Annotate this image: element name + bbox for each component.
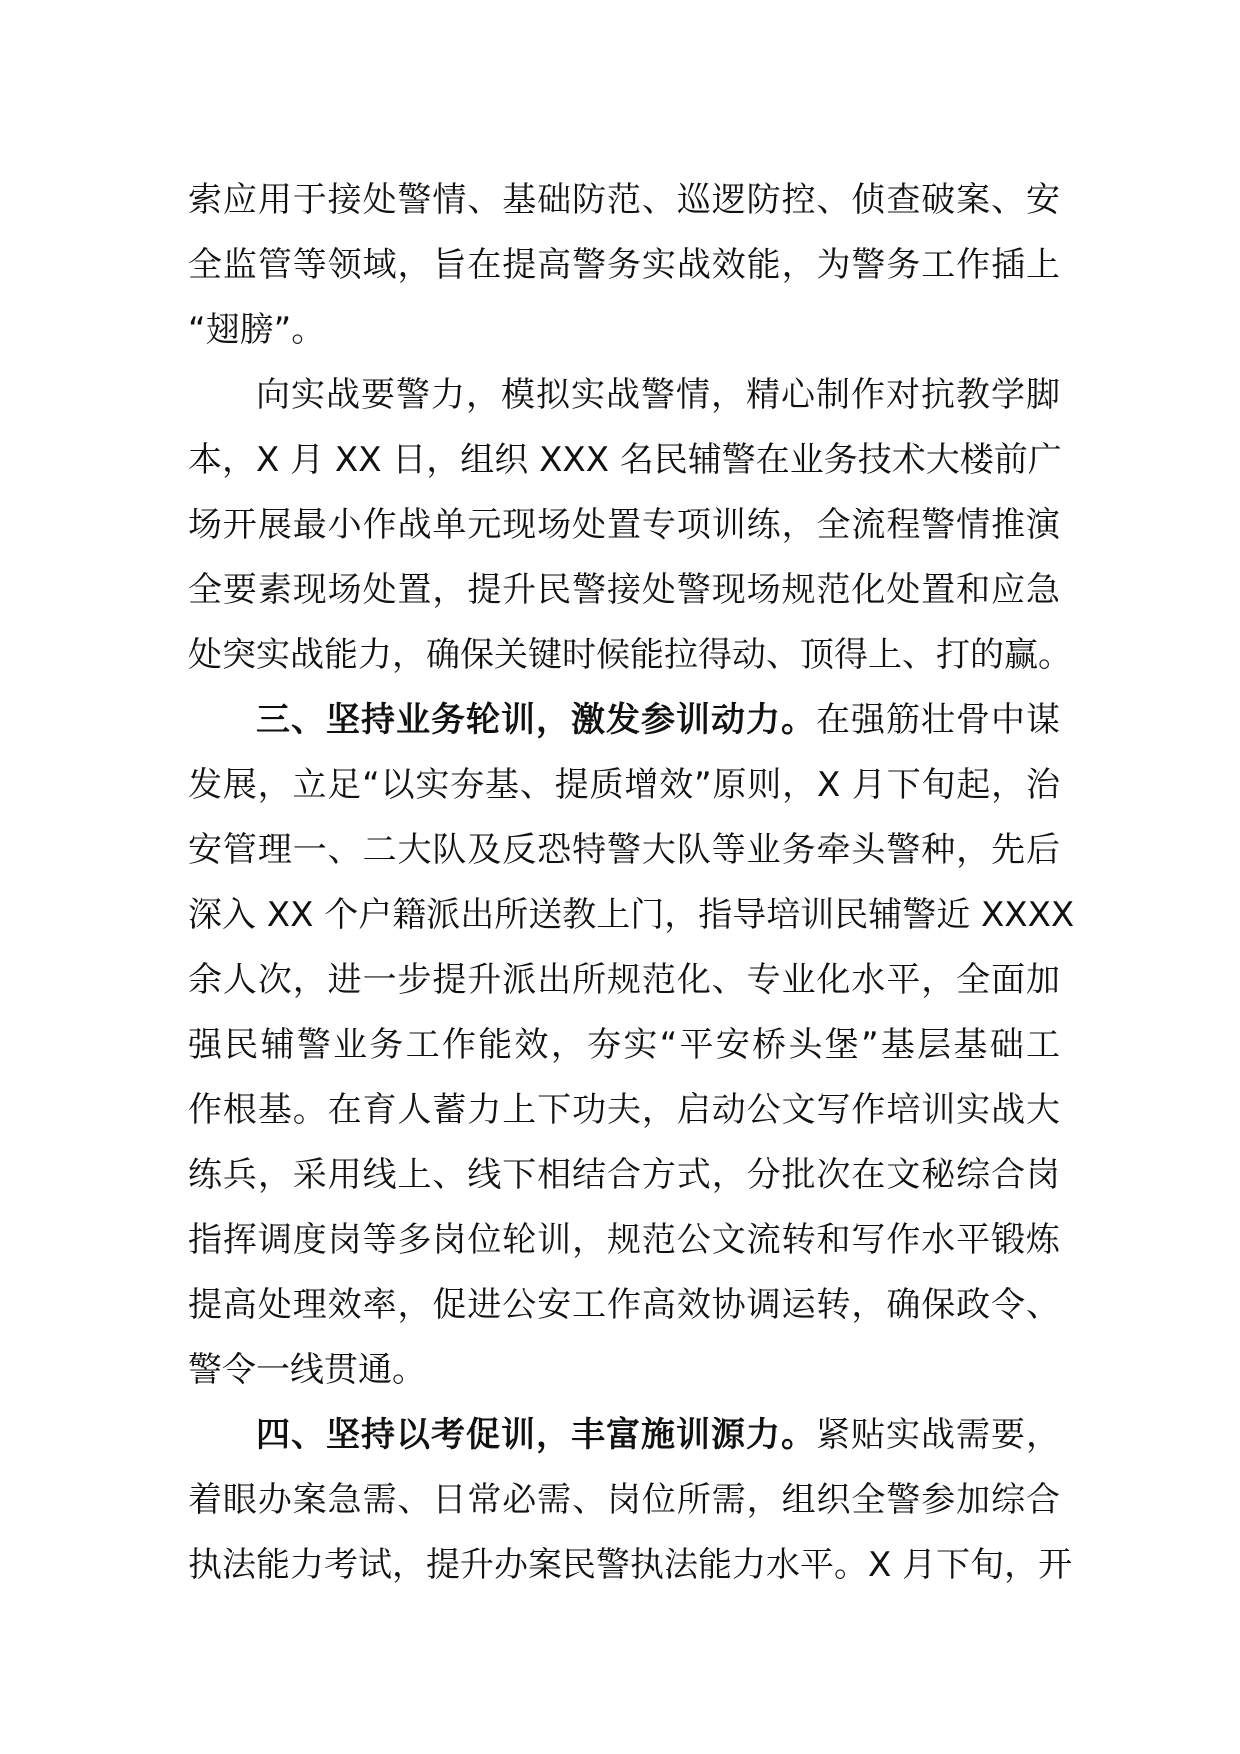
text-line: 全监管等领域，旨在提高警务实战效能，为警务工作插上 <box>188 245 1060 285</box>
text-line: 强民辅警业务工作能效，夯实“平安桥头堡”基层基础工 <box>188 1025 1060 1065</box>
paragraph <box>188 688 1075 1403</box>
text-line: 全要素现场处置，提升民警接处警现场规范化处置和应急 <box>188 570 1060 610</box>
text-line: 安管理一、二大队及反恐特警大队等业务牵头警种，先后 <box>188 830 1060 870</box>
text-line: 向实战要警力，模拟实战警情，精心制作对抗教学脚 <box>256 375 1060 415</box>
section-heading: 三、坚持业务轮训，激发参训动力。 <box>256 700 816 740</box>
text-line <box>188 688 1060 753</box>
body-text <box>188 168 1075 1598</box>
section-heading: 四、坚持以考促训，丰富施训源力。 <box>256 1415 816 1455</box>
text-line: 发展，立足“以实夯基、提质增效”原则，X 月下旬起，治 <box>188 765 1060 805</box>
text-line: 处突实战能力，确保关键时候能拉得动、顶得上、打的赢。 <box>188 635 1072 675</box>
text-line: 提高处理效率，促进公安工作高效协调运转，确保政令、 <box>188 1285 1060 1325</box>
text-line: 深入 XX 个户籍派出所送教上门，指导培训民辅警近 XXXX <box>188 895 1075 935</box>
text-line: 作根基。在育人蓄力上下功夫，启动公文写作培训实战大 <box>188 1090 1060 1130</box>
text-line: 执法能力考试，提升办案民警执法能力水平。X 月下旬，开 <box>188 1545 1073 1585</box>
paragraph <box>188 1403 1073 1598</box>
text-line: 练兵，采用线上、线下相结合方式，分批次在文秘综合岗 <box>188 1155 1060 1195</box>
text-run: 在强筋壮骨中谋 <box>816 700 1060 740</box>
text-line <box>188 1403 1060 1468</box>
text-line: 着眼办案急需、日常必需、岗位所需，组织全警参加综合 <box>188 1480 1060 1520</box>
paragraph <box>188 168 1060 363</box>
text-run: 紧贴实战需要， <box>816 1415 1060 1455</box>
text-line: 索应用于接处警情、基础防范、巡逻防控、侦查破案、安 <box>188 180 1060 220</box>
text-line: 本，X 月 XX 日，组织 XXX 名民辅警在业务技术大楼前广 <box>188 440 1062 480</box>
text-line: 警令一线贯通。 <box>188 1350 426 1390</box>
text-line: 余人次，进一步提升派出所规范化、专业化水平，全面加 <box>188 960 1060 1000</box>
text-line: 场开展最小作战单元现场处置专项训练，全流程警情推演 <box>188 505 1060 545</box>
text-line: 指挥调度岗等多岗位轮训，规范公文流转和写作水平锻炼 <box>188 1220 1060 1260</box>
text-line: “翅膀”。 <box>188 310 326 350</box>
paragraph <box>188 363 1072 688</box>
